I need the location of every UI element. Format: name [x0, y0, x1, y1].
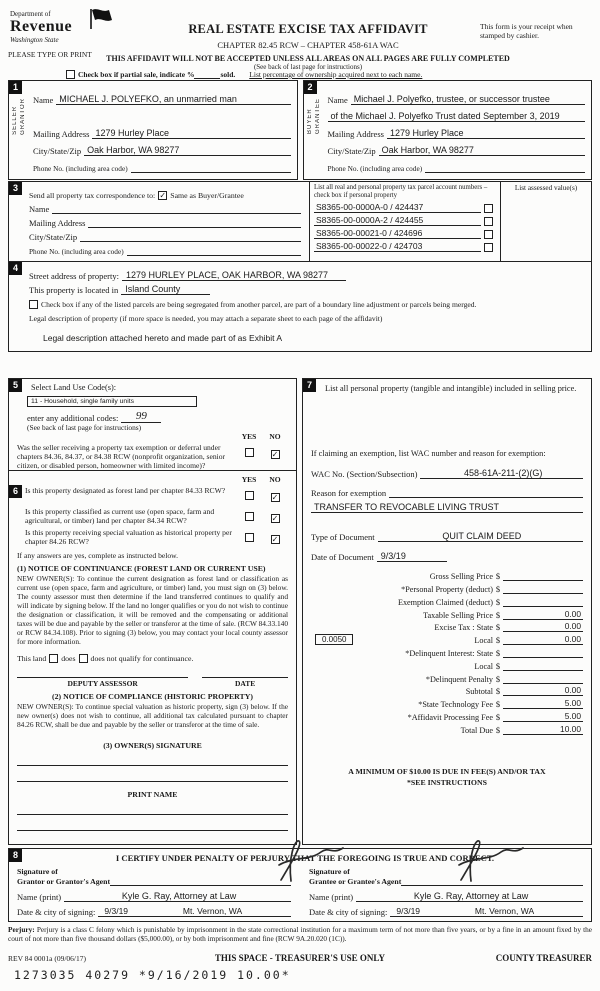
- footer-row: [8, 953, 592, 963]
- rev-number: REV 84 0001a (09/06/17): [8, 953, 86, 963]
- dollar-sign: $: [495, 661, 501, 671]
- dollar-sign: $: [495, 572, 501, 582]
- historic-question-row: [25, 528, 288, 547]
- section-6-badge: 6: [9, 485, 22, 498]
- grantor-name-field[interactable]: Kyle G. Ray, Attorney at Law: [64, 891, 291, 902]
- dollar-sign: $: [495, 610, 501, 620]
- local-rate-box: 0.0050: [315, 634, 353, 645]
- excise-state-value[interactable]: 0.00: [503, 621, 583, 632]
- historic-no-cell: [262, 528, 288, 547]
- exemption-no-checkbox[interactable]: ✓: [271, 450, 279, 459]
- money-table: [311, 568, 583, 734]
- land-use-section: [8, 378, 297, 471]
- dollar-sign: $: [495, 584, 501, 594]
- no-header-6: NO: [269, 475, 281, 484]
- grantee-name-label: Name (print): [309, 892, 354, 903]
- excise-local-row: [311, 632, 583, 645]
- exemption-yes-checkbox[interactable]: [245, 448, 254, 457]
- title-block: [148, 22, 468, 50]
- partial-sale-percent-field[interactable]: [194, 70, 220, 79]
- buyer-name-label: Name: [327, 95, 348, 105]
- exemption-no-cell: [262, 443, 288, 462]
- segregated-label: Check box if any of the listed parcels are being segregated from another parcel, are part of a boundary line adjustment or parcels being merged.: [41, 300, 477, 309]
- buyer-city-row: [328, 139, 586, 156]
- partial-sale-checkbox[interactable]: [66, 70, 75, 79]
- street-address-field[interactable]: 1279 HURLEY PLACE, OAK HARBOR, WA 98277: [122, 270, 346, 281]
- see-back-note: (See back of last page for instructions): [253, 63, 363, 71]
- section-4-badge: 4: [9, 262, 22, 275]
- ownership-note: List percentage of ownership acquired next to each name.: [249, 70, 423, 79]
- no-header-5: NO: [269, 432, 281, 441]
- corr-city-row: [29, 228, 301, 242]
- washington-state-text: Washington State: [10, 36, 59, 44]
- grantor-date-field[interactable]: 9/3/19: [98, 906, 134, 917]
- additional-codes-row: [27, 410, 288, 423]
- corr-phone-field[interactable]: [127, 255, 301, 256]
- cashier-stamp: 1273035 40279 *9/16/2019 10.00*: [14, 968, 291, 982]
- reason-row: [311, 483, 583, 498]
- legal-description-value[interactable]: Legal description attached hereto and made part of as Exhibit A: [43, 333, 283, 343]
- reason-label: Reason for exemption: [311, 488, 387, 499]
- does-checkbox[interactable]: [49, 654, 58, 663]
- forest-land-section: [8, 470, 297, 845]
- seller-side-label: SELLER: [12, 105, 18, 135]
- personal-property-blank-area[interactable]: [311, 394, 583, 446]
- excise-state-row: [311, 620, 583, 633]
- state-technology-fee-value[interactable]: 5.00: [503, 698, 583, 709]
- parcel-row-4: [314, 239, 496, 252]
- dollar-sign: $: [495, 623, 501, 633]
- revenue-text: Revenue: [10, 18, 73, 35]
- see-back-note-5: (See back of last page for instructions): [27, 423, 142, 432]
- buyer-city-label: City/State/Zip: [327, 146, 376, 156]
- buyer-side-label: BUYER: [306, 108, 313, 135]
- continuance-heading: (1) NOTICE OF CONTINUANCE (FOREST LAND OR CURRENT USE): [17, 564, 266, 573]
- seller-name-label: Name: [33, 95, 54, 105]
- grantor-city-field[interactable]: Mt. Vernon, WA: [134, 906, 291, 917]
- buyer-mailing-field[interactable]: 1279 Hurley Place: [387, 128, 585, 139]
- grantee-signature: [437, 833, 527, 885]
- certification-section: [8, 848, 592, 922]
- corr-mailing-label: Mailing Address: [29, 218, 86, 228]
- this-land-label: This land: [17, 653, 47, 663]
- date-line[interactable]: DATE: [202, 677, 288, 688]
- correspondence-fields: [9, 182, 309, 261]
- forest-land-question: Is this property designated as forest land per chapter 84.33 RCW?: [25, 486, 226, 495]
- buyer-name-row-2: [328, 105, 586, 122]
- seller-city-row: [33, 139, 291, 156]
- form-header: [8, 8, 592, 80]
- corr-phone-label: Phone No. (including area code): [29, 247, 124, 256]
- dollar-sign: $: [495, 712, 501, 722]
- subtotal-label: Subtotal: [465, 687, 493, 697]
- dollar-sign: $: [495, 700, 501, 710]
- corr-mailing-row: [29, 214, 301, 228]
- grantee-date-row: [309, 902, 583, 917]
- seller-name-field[interactable]: MICHAEL J. POLYEFKO, an unmarried man: [56, 94, 290, 105]
- dollar-sign: $: [495, 648, 501, 658]
- section-2-badge: 2: [304, 81, 317, 94]
- taxable-selling-label: Taxable Selling Price: [423, 610, 493, 620]
- parcel-number-3[interactable]: S8365-00-00021-0 / 424696: [314, 228, 481, 239]
- personal-property-deduct-label: *Personal Property (deduct): [401, 584, 493, 594]
- delinquent-penalty-row: [311, 671, 583, 684]
- owners-signature-heading: (3) OWNER(S) SIGNATURE: [103, 741, 202, 751]
- tax-correspondence-section: [8, 181, 592, 262]
- send-correspondence-row: [29, 186, 301, 200]
- dept-of-text: Department of: [10, 10, 51, 18]
- grantor-date-label: Date & city of signing:: [17, 907, 96, 918]
- located-field[interactable]: Island County: [121, 284, 210, 295]
- forest-land-question-row: [25, 486, 288, 505]
- seller-grantor-side-label: [11, 98, 27, 135]
- owner-signature-line-1[interactable]: [17, 750, 288, 766]
- forest-yes-checkbox[interactable]: [245, 491, 254, 500]
- seller-name-row: [33, 88, 291, 105]
- forest-no-cell: [262, 486, 288, 505]
- section-3-badge: 3: [9, 182, 22, 195]
- doc-date-label: Date of Document: [311, 552, 374, 563]
- grantor-signature: [257, 833, 347, 885]
- land-qualify-row: [17, 654, 288, 663]
- parcel-row-1: [314, 200, 496, 213]
- grantor-name-label: Name (print): [17, 892, 62, 903]
- perjury-text: Perjury is a class C felony which is punishable by imprisonment in the state correctional institution for a maximum term of not more than five years, or by a fine in an amount fixed by the court of not more than five thousand dollars ($5,000.00), or by both imprisonment and fine (RCW 9A.20.020 (1C)).: [8, 925, 592, 944]
- land-use-title: Select Land Use Code(s):: [31, 383, 117, 392]
- grantee-side-label: GRANTEE: [314, 98, 321, 135]
- exemption-question-text: Was the seller receiving a property tax exemption or deferral under chapters 84.36, 84.37, or 84.38 RCW (nonprofit organization, senior citizen, or disabled person, homeowner with limited income)?: [17, 443, 226, 471]
- additional-codes-field[interactable]: 99: [121, 410, 161, 423]
- reason-value-row: [311, 498, 583, 513]
- corr-phone-row: [29, 242, 301, 256]
- certify-statement: I CERTIFY UNDER PENALTY OF PERJURY THAT THE FOREGOING IS TRUE AND CORRECT.: [115, 853, 495, 863]
- seller-phone-label: Phone No. (including area code): [33, 164, 128, 173]
- grantee-sig-label-2: Grantee or Grantee's Agent: [309, 876, 402, 886]
- historic-no-checkbox[interactable]: ✓: [271, 535, 279, 544]
- delinquent-interest-local-label: Local: [474, 661, 493, 671]
- assessed-values-header: List assessed value(s): [514, 184, 578, 192]
- parties-row: [8, 80, 592, 180]
- historic-yes-cell: [236, 528, 262, 547]
- parcel-list: [310, 182, 500, 261]
- grantee-date-label: Date & city of signing:: [309, 907, 388, 918]
- located-row: [29, 281, 583, 295]
- corr-name-field[interactable]: [52, 213, 301, 214]
- exemption-claim-label: If claiming an exemption, list WAC number and reason for exemption:: [311, 449, 546, 459]
- buyer-city-field[interactable]: Oak Harbor, WA 98277: [379, 145, 585, 156]
- street-address-row: [29, 267, 583, 281]
- grantee-city-field[interactable]: Mt. Vernon, WA: [426, 906, 583, 917]
- yes-no-header-5: [17, 432, 288, 441]
- gross-selling-label: Gross Selling Price: [429, 572, 493, 582]
- buyer-phone-row: [328, 156, 586, 173]
- partial-sale-row: [63, 70, 592, 79]
- perjury-notice: [8, 925, 592, 943]
- personal-property-checkbox-1[interactable]: [484, 204, 493, 213]
- seller-mailing-row: [33, 122, 291, 139]
- seller-section: [8, 80, 298, 180]
- wac-label: WAC No. (Section/Subsection): [311, 469, 418, 480]
- total-due-value[interactable]: 10.00: [503, 724, 583, 735]
- additional-codes-label: enter any additional codes:: [27, 413, 119, 423]
- grantor-column: [17, 867, 291, 917]
- grantee-name-field[interactable]: Kyle G. Ray, Attorney at Law: [356, 891, 583, 902]
- grantee-date-field[interactable]: 9/3/19: [390, 906, 426, 917]
- state-technology-fee-row: [311, 696, 583, 709]
- parcel-row-2: [314, 213, 496, 226]
- assessed-values-column: [500, 182, 591, 261]
- grantor-sig-label-1: Signature of: [17, 867, 58, 876]
- affidavit-processing-fee-value[interactable]: 5.00: [503, 711, 583, 722]
- dollar-sign: $: [495, 725, 501, 735]
- send-correspondence-label: Send all property tax correspondence to:: [29, 191, 156, 200]
- land-use-code-box[interactable]: 11 - Household, single family units: [27, 396, 197, 407]
- yes-header-5: YES: [241, 432, 257, 441]
- grantor-side-label: GRANTOR: [20, 98, 26, 135]
- legal-description-row: [29, 309, 583, 323]
- excise-local-value[interactable]: 0.00: [503, 634, 583, 645]
- personal-property-deduct-row: [311, 581, 583, 594]
- seller-city-label: City/State/Zip: [33, 146, 82, 156]
- historic-yes-checkbox[interactable]: [245, 533, 254, 542]
- buyer-mailing-label: Mailing Address: [327, 129, 384, 139]
- compliance-heading: (2) NOTICE OF COMPLIANCE (HISTORIC PROPERTY): [52, 691, 253, 701]
- buyer-mailing-row: [328, 122, 586, 139]
- corr-name-label: Name: [29, 204, 50, 214]
- current-use-no-cell: [262, 507, 288, 526]
- warning-text: THIS AFFIDAVIT WILL NOT BE ACCEPTED UNLESS ALL AREAS ON ALL PAGES ARE FULLY COMPLETED: [106, 54, 510, 63]
- grantor-sig-label-2: Grantor or Grantor's Agent: [17, 876, 111, 886]
- buyer-section: [303, 80, 593, 180]
- seller-phone-field[interactable]: [131, 172, 291, 173]
- see-instructions-note: *SEE INSTRUCTIONS: [407, 777, 487, 787]
- affidavit-processing-fee-row: [311, 709, 583, 722]
- segregated-row: [29, 295, 583, 309]
- doc-type-row: [311, 527, 583, 542]
- reason-field-line2[interactable]: TRANSFER TO REVOCABLE LIVING TRUST: [311, 502, 583, 513]
- grantor-signature-labels: [17, 867, 110, 886]
- wac-row: [311, 464, 583, 479]
- state-technology-fee-label: *State Technology Fee: [418, 700, 493, 710]
- parcel-number-4[interactable]: S8365-00-00022-0 / 424703: [314, 241, 481, 252]
- affidavit-processing-fee-label: *Affidavit Processing Fee: [407, 712, 493, 722]
- personal-property-checkbox-3[interactable]: [484, 230, 493, 239]
- doc-date-field[interactable]: 9/3/19: [377, 551, 447, 562]
- grantor-name-row: [17, 886, 291, 902]
- legal-description-label: Legal description of property (if more space is needed, you may attach a separate sheet to each page of the affidavit): [29, 314, 383, 323]
- exemption-question-row: [17, 443, 288, 470]
- historic-question: Is this property receiving special valuation as historical property per chapter 84.26 RCW?: [25, 528, 232, 547]
- taxable-selling-row: [311, 607, 583, 620]
- delinquent-interest-state-label: *Delinquent Interest: State: [405, 648, 493, 658]
- doc-date-row: [311, 547, 583, 562]
- grantee-sig-label-1: Signature of: [309, 867, 350, 876]
- section-1-badge: 1: [9, 81, 22, 94]
- exemption-yes-cell: [236, 443, 262, 462]
- parcel-number-2[interactable]: S8365-00-0000A-2 / 424455: [314, 215, 481, 226]
- forest-yes-cell: [236, 486, 262, 505]
- form-title: REAL ESTATE EXCISE TAX AFFIDAVIT: [188, 22, 428, 36]
- personal-property-checkbox-2[interactable]: [484, 217, 493, 226]
- parcel-header: List all real and personal property tax parcel account numbers – check box if personal property: [314, 184, 488, 199]
- does-not-checkbox[interactable]: [79, 654, 88, 663]
- county-treasurer-label: COUNTY TREASURER: [495, 953, 592, 963]
- located-label: This property is located in: [29, 285, 119, 295]
- parcel-area: [309, 182, 591, 261]
- subtotal-value[interactable]: 0.00: [503, 685, 583, 696]
- total-due-label: Total Due: [460, 725, 493, 735]
- doc-type-label: Type of Document: [311, 532, 375, 543]
- buyer-phone-label: Phone No. (including area code): [327, 164, 423, 173]
- deputy-assessor-line[interactable]: DEPUTY ASSESSOR: [17, 677, 188, 688]
- reason-field-line1[interactable]: [389, 497, 583, 498]
- section-7-badge: 7: [303, 379, 316, 392]
- dollar-sign: $: [495, 597, 501, 607]
- gross-selling-row: [311, 568, 583, 581]
- flag-icon: [88, 8, 114, 30]
- taxable-selling-value[interactable]: 0.00: [503, 609, 583, 620]
- dollar-sign: $: [495, 687, 501, 697]
- seller-mailing-field[interactable]: 1279 Hurley Place: [92, 128, 290, 139]
- owner-signature-line-2[interactable]: [17, 766, 288, 782]
- print-name-heading: PRINT NAME: [127, 790, 178, 800]
- buyer-name-field[interactable]: Michael J. Polyefko, trustee, or successor trustee: [351, 94, 585, 105]
- treasurer-space-label: THIS SPACE - TREASURER'S USE ONLY: [214, 953, 386, 963]
- exemption-claimed-label: Exemption Claimed (deduct): [397, 597, 493, 607]
- deputy-assessor-row: [17, 677, 288, 688]
- yes-no-header-6: [17, 475, 288, 484]
- buyer-grantee-side-label: [306, 98, 322, 134]
- please-type-label: PLEASE TYPE OR PRINT: [8, 50, 92, 59]
- seller-mailing-label: Mailing Address: [33, 129, 90, 139]
- print-name-line-1[interactable]: [17, 799, 288, 815]
- same-as-buyer-label: Same as Buyer/Grantee: [170, 191, 244, 200]
- excise-local-label: Local: [474, 636, 493, 646]
- buyer-name-row: [328, 88, 586, 105]
- street-address-label: Street address of property:: [29, 271, 119, 281]
- partial-sale-label: Check box if partial sale, indicate %: [78, 70, 195, 79]
- corr-name-row: [29, 200, 301, 214]
- perjury-label: Perjury:: [8, 925, 35, 934]
- corr-city-field[interactable]: [80, 241, 301, 242]
- section-8-badge: 8: [9, 849, 22, 862]
- parcel-number-1[interactable]: S8365-00-0000A-0 / 424437: [314, 202, 481, 213]
- corr-city-label: City/State/Zip: [29, 232, 78, 242]
- form-chapter: CHAPTER 82.45 RCW – CHAPTER 458-61A WAC: [217, 40, 399, 50]
- if-yes-note: If any answers are yes, complete as instructed below.: [17, 551, 179, 560]
- does-label: does: [61, 653, 76, 663]
- sold-label: sold.: [220, 70, 236, 79]
- current-use-yes-cell: [236, 507, 262, 526]
- total-due-row: [311, 722, 583, 735]
- section-5-badge: 5: [9, 379, 22, 392]
- continuance-paragraph: NEW OWNER(S): To continue the current designation as forest land or classification as current use (open space, farm and agriculture, or timber) land, you must sign on (3) below. The county assessor must then determine if the land transferred continues to qualify and will indicate by signing below. If the land no longer qualifies or you do not wish to continue the designation or classification, it will be removed and the compensating or additional taxes will be due and payable by the seller or transferor at the time of sale. (RCW 84.33.140 or RCW 84.34.108). Prior to signing (3) below, you may contact your local county assessor for more information.: [17, 574, 288, 646]
- delinquent-interest-state-row: [311, 645, 583, 658]
- wac-field[interactable]: 458-61A-211-(2)(G): [420, 468, 583, 479]
- dollar-sign: $: [495, 636, 501, 646]
- buyer-phone-field[interactable]: [425, 172, 585, 173]
- subtotal-row: [311, 684, 583, 697]
- compliance-paragraph: NEW OWNER(S): To continue special valuation as historic property, sign (3) below. If the new owner(s) does not wish to continue, all additional tax calculated pursuant to chapter 84.26 RCW, shall be due and payable by the seller or transferor at the time of sale.: [17, 701, 288, 729]
- forest-no-checkbox[interactable]: ✓: [271, 493, 279, 502]
- excise-state-label: Excise Tax : State: [434, 623, 493, 633]
- grantor-date-row: [17, 902, 291, 917]
- buyer-name-field-2[interactable]: of the Michael J. Polyefko Trust dated September 3, 2019: [328, 111, 586, 122]
- seller-name-spacer: [33, 105, 291, 122]
- print-name-line-2[interactable]: [17, 815, 288, 831]
- personal-property-title: List all personal property (tangible and intangible) included in selling price.: [325, 384, 577, 393]
- doc-type-field[interactable]: QUIT CLAIM DEED: [378, 531, 583, 542]
- delinquent-penalty-label: *Delinquent Penalty: [425, 674, 493, 684]
- dollar-sign: $: [495, 674, 501, 684]
- property-address-section: [8, 261, 592, 352]
- seller-phone-row: [33, 156, 291, 173]
- minimum-due-note: A MINIMUM OF $10.00 IS DUE IN FEE(S) AND/OR TAX: [348, 766, 546, 776]
- dor-logo: [10, 10, 72, 44]
- exemption-claimed-row: [311, 594, 583, 607]
- corr-mailing-field[interactable]: [88, 227, 301, 228]
- parcel-row-3: [314, 226, 496, 239]
- receipt-note: This form is your receipt when stamped by cashier.: [480, 22, 573, 41]
- yes-header-6: YES: [241, 475, 257, 484]
- current-use-question: Is this property classified as current use (open space, farm and agricultural, or timber) land per chapter 84.34 RCW?: [25, 507, 215, 526]
- does-not-label: does not qualify for continuance.: [90, 653, 194, 663]
- current-use-yes-checkbox[interactable]: [245, 512, 254, 521]
- same-as-buyer-checkbox[interactable]: ✓: [159, 191, 167, 200]
- seller-city-field[interactable]: Oak Harbor, WA 98277: [84, 145, 290, 156]
- grantor-signature-row: [17, 867, 291, 886]
- grantee-name-row: [309, 886, 583, 902]
- personal-property-checkbox-4[interactable]: [484, 243, 493, 252]
- current-use-question-row: [25, 507, 288, 526]
- segregated-checkbox[interactable]: [29, 300, 38, 309]
- delinquent-interest-local-row: [311, 658, 583, 671]
- personal-property-section: [302, 378, 592, 845]
- current-use-no-checkbox[interactable]: ✓: [271, 514, 279, 523]
